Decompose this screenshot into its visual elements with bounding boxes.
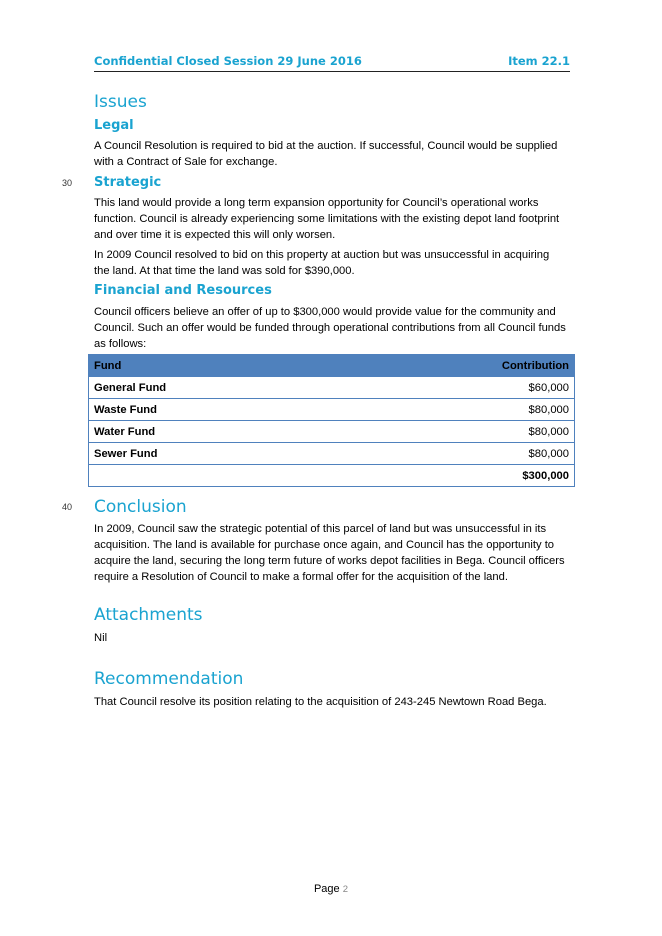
fund-name-cell: Sewer Fund xyxy=(89,443,339,465)
fund-contribution-table xyxy=(88,354,575,487)
page-label: Page xyxy=(313,883,340,895)
table-row xyxy=(89,399,575,421)
fund-column-header: Fund xyxy=(89,355,339,377)
financial-heading: Financial and Resources xyxy=(94,283,272,298)
contribution-cell: $80,000 xyxy=(338,443,574,465)
page-header xyxy=(94,53,570,72)
conclusion-heading: Conclusion xyxy=(94,497,187,517)
fund-name-cell: General Fund xyxy=(89,377,339,399)
attachments-heading: Attachments xyxy=(94,605,203,625)
strategic-paragraph-1: This land would provide a long term expansion opportunity for Council’s operational works function. Council is already experiencing some limitations with the existing depot land footprint and over time it is expected this will only worsen. xyxy=(94,197,560,241)
conclusion-paragraph: In 2009, Council saw the strategic potential of this parcel of land but was unsuccessful in its acquisition. The land is available for purchase once again, and Council has the opportunity to acquire the land, securing the long term future of works depot facilities in Bega. Council officers require a Resolution of Council to make a formal offer for the acquisition of the land. xyxy=(94,523,565,583)
total-contribution-cell: $300,000 xyxy=(338,465,574,487)
contribution-cell: $80,000 xyxy=(338,421,574,443)
fund-name-cell: Waste Fund xyxy=(89,399,339,421)
contribution-column-header: Contribution xyxy=(338,355,574,377)
issues-heading: Issues xyxy=(94,92,147,112)
fund-name-cell: Water Fund xyxy=(89,421,339,443)
table-header-row xyxy=(89,355,575,377)
table-row xyxy=(89,421,575,443)
recommendation-heading: Recommendation xyxy=(94,669,244,689)
table-row xyxy=(89,377,575,399)
table-total-row xyxy=(89,465,575,487)
recommendation-text: That Council resolve its position relating to the acquisition of 243-245 Newtown Road Bega. xyxy=(94,696,547,708)
financial-paragraph: Council officers believe an offer of up to $300,000 would provide value for the community and Council. Such an offer would be funded through operational contributions from all Council funds as follows: xyxy=(94,306,566,350)
strategic-heading: Strategic xyxy=(94,175,162,190)
table-row xyxy=(89,443,575,465)
total-label-cell xyxy=(89,465,339,487)
header-item-number: Item 22.1 xyxy=(508,54,570,68)
line-number-30: 30 xyxy=(62,178,73,188)
page-footer xyxy=(0,883,662,895)
contribution-cell: $60,000 xyxy=(338,377,574,399)
legal-heading: Legal xyxy=(94,118,134,133)
page-number: 2 xyxy=(342,884,349,895)
line-number-40: 40 xyxy=(62,502,73,512)
contribution-cell: $80,000 xyxy=(338,399,574,421)
legal-paragraph: A Council Resolution is required to bid at the auction. If successful, Council would be supplied with a Contract of Sale for exchange. xyxy=(94,140,558,168)
attachments-text: Nil xyxy=(94,632,108,644)
strategic-paragraph-2: In 2009 Council resolved to bid on this property at auction but was unsuccessful in acquiring the land. At that time the land was sold for $390,000. xyxy=(94,249,550,277)
header-session-title: Confidential Closed Session 29 June 2016 xyxy=(94,54,362,68)
